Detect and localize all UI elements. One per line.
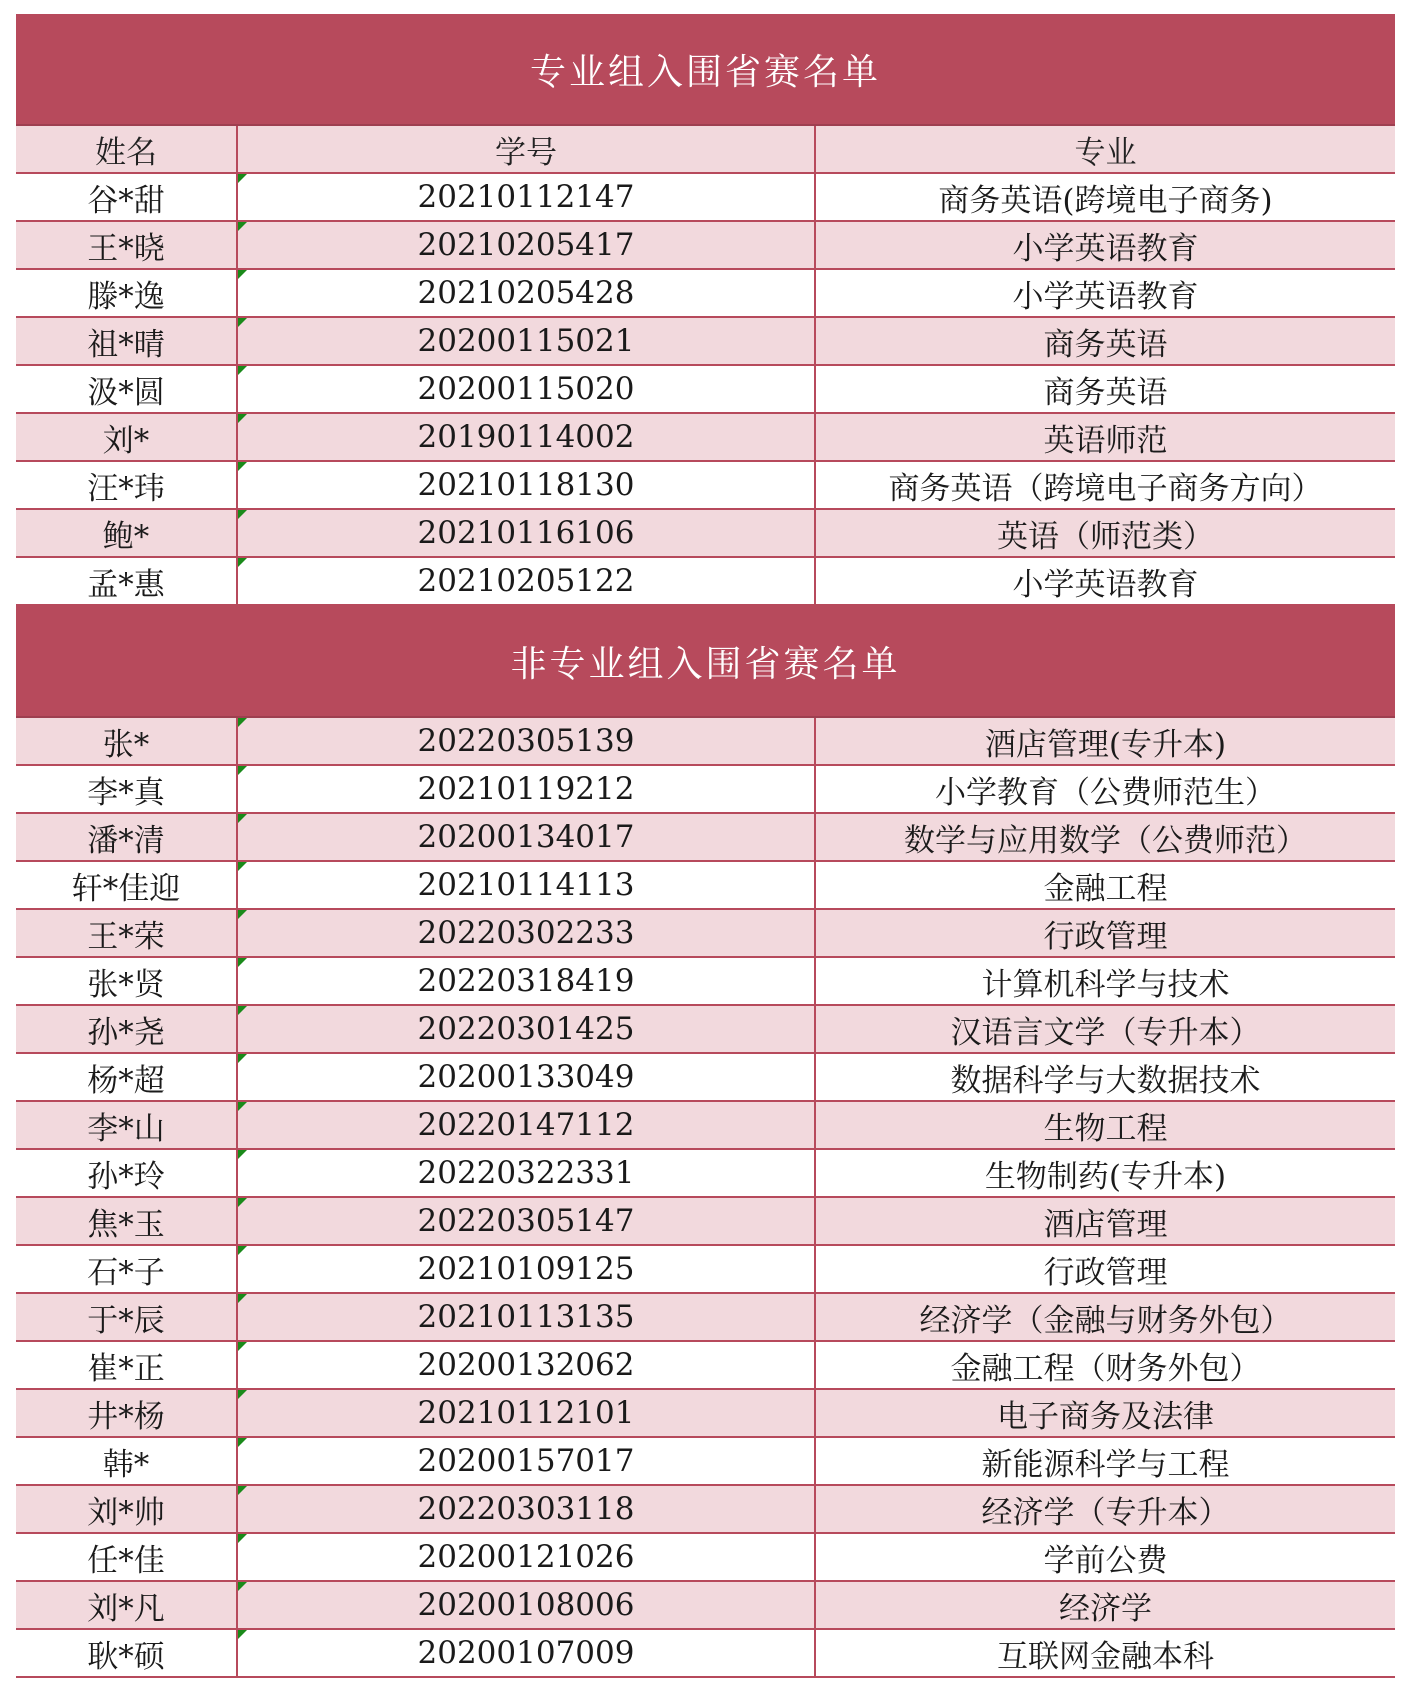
student-name-cell: 滕*逸: [16, 270, 238, 316]
student-id-cell: 20210116106: [238, 510, 816, 556]
student-name-cell: 韩*: [16, 1438, 238, 1484]
major-cell: 经济学（金融与财务外包）: [919, 1302, 1292, 1339]
table-row: [16, 366, 1395, 414]
major-cell: 商务英语: [1043, 326, 1168, 363]
major-cell: 数学与应用数学（公费师范）: [904, 822, 1307, 859]
table-row: [16, 1486, 1395, 1534]
section2-table-body: [16, 718, 1395, 1678]
column-header-student-id: 学号: [238, 126, 816, 172]
major-cell: 互联网金融本科: [997, 1638, 1214, 1675]
major-cell: 金融工程: [1043, 870, 1168, 907]
column-header-name: 姓名: [16, 126, 238, 172]
major-cell: 行政管理: [1043, 1254, 1168, 1291]
student-name-cell: 汲*圆: [16, 366, 238, 412]
student-name-cell: 石*子: [16, 1246, 238, 1292]
major-cell: 英语（师范类）: [997, 518, 1214, 555]
major-cell: 小学教育（公费师范生）: [935, 774, 1276, 811]
student-name-cell: 张*贤: [16, 958, 238, 1004]
student-name-cell: 井*杨: [16, 1390, 238, 1436]
table-row: [16, 814, 1395, 862]
table-row: [16, 222, 1395, 270]
student-name-cell: 孟*惠: [16, 558, 238, 604]
student-id-cell: 20220305147: [238, 1198, 816, 1244]
table-row: [16, 958, 1395, 1006]
student-id-cell: 20200121026: [238, 1534, 816, 1580]
student-name-cell: 崔*正: [16, 1342, 238, 1388]
student-id-cell: 20210205122: [238, 558, 816, 604]
major-cell: 英语师范: [1043, 422, 1168, 459]
student-id-cell: 20210114113: [238, 862, 816, 908]
roster-sheet: [16, 14, 1395, 1678]
student-name-cell: 祖*晴: [16, 318, 238, 364]
table-row: [16, 1630, 1395, 1678]
section1-title: 专业组入围省赛名单: [16, 14, 1395, 126]
student-name-cell: 杨*超: [16, 1054, 238, 1100]
major-cell: 电子商务及法律: [997, 1398, 1214, 1435]
student-name-cell: 谷*甜: [16, 174, 238, 220]
table-row: [16, 1246, 1395, 1294]
student-id-cell: 20200133049: [238, 1054, 816, 1100]
table-row: [16, 1294, 1395, 1342]
major-cell: 酒店管理: [1043, 1206, 1168, 1243]
table-row: [16, 1054, 1395, 1102]
major-cell: 商务英语(跨境电子商务): [938, 182, 1273, 219]
student-name-cell: 刘*: [16, 414, 238, 460]
table-row: [16, 1582, 1395, 1630]
table-row: [16, 558, 1395, 606]
table-row: [16, 1342, 1395, 1390]
student-id-cell: 20220322331: [238, 1150, 816, 1196]
student-name-cell: 潘*清: [16, 814, 238, 860]
student-id-cell: 20210112101: [238, 1390, 816, 1436]
major-cell: 生物制药(专升本): [984, 1158, 1227, 1195]
student-name-cell: 刘*凡: [16, 1582, 238, 1628]
student-id-cell: 20220302233: [238, 910, 816, 956]
student-id-cell: 20190114002: [238, 414, 816, 460]
major-cell: 小学英语教育: [1012, 230, 1199, 267]
student-id-cell: 20200157017: [238, 1438, 816, 1484]
student-id-cell: 20220305139: [238, 718, 816, 764]
student-name-cell: 刘*帅: [16, 1486, 238, 1532]
student-id-cell: 20210112147: [238, 174, 816, 220]
table-row: [16, 1150, 1395, 1198]
student-name-cell: 李*真: [16, 766, 238, 812]
student-id-cell: 20210205417: [238, 222, 816, 268]
major-cell: 学前公费: [1043, 1542, 1168, 1579]
student-id-cell: 20200115020: [238, 366, 816, 412]
student-id-cell: 20210119212: [238, 766, 816, 812]
student-id-cell: 20200132062: [238, 1342, 816, 1388]
major-cell: 经济学（专升本）: [981, 1494, 1230, 1531]
student-id-cell: 20210205428: [238, 270, 816, 316]
major-cell: 数据科学与大数据技术: [950, 1062, 1261, 1099]
table-row: [16, 1438, 1395, 1486]
major-cell: 酒店管理(专升本): [984, 726, 1227, 763]
student-name-cell: 孙*玲: [16, 1150, 238, 1196]
student-name-cell: 轩*佳迎: [16, 862, 238, 908]
student-id-cell: 20210113135: [238, 1294, 816, 1340]
student-id-cell: 20200108006: [238, 1582, 816, 1628]
table-row: [16, 318, 1395, 366]
table-row: [16, 1198, 1395, 1246]
column-header-row: [16, 126, 1395, 174]
major-cell: 小学英语教育: [1012, 566, 1199, 603]
student-name-cell: 王*晓: [16, 222, 238, 268]
student-id-cell: 20210109125: [238, 1246, 816, 1292]
major-cell: 商务英语: [1043, 374, 1168, 411]
table-row: [16, 1102, 1395, 1150]
student-id-cell: 20200134017: [238, 814, 816, 860]
major-cell: 计算机科学与技术: [981, 966, 1230, 1003]
student-name-cell: 孙*尧: [16, 1006, 238, 1052]
student-name-cell: 焦*玉: [16, 1198, 238, 1244]
major-cell: 金融工程（财务外包）: [950, 1350, 1261, 1387]
student-name-cell: 汪*玮: [16, 462, 238, 508]
student-id-cell: 20200107009: [238, 1630, 816, 1676]
student-name-cell: 耿*硕: [16, 1630, 238, 1676]
student-name-cell: 鲍*: [16, 510, 238, 556]
major-cell: 汉语言文学（专升本）: [950, 1014, 1261, 1051]
student-name-cell: 王*荣: [16, 910, 238, 956]
major-cell: 经济学: [1059, 1590, 1152, 1627]
table-row: [16, 1006, 1395, 1054]
table-row: [16, 766, 1395, 814]
student-id-cell: 20220303118: [238, 1486, 816, 1532]
column-header-major: 专业: [1074, 134, 1137, 171]
student-id-cell: 20220318419: [238, 958, 816, 1004]
table-row: [16, 718, 1395, 766]
table-row: [16, 270, 1395, 318]
major-cell: 生物工程: [1043, 1110, 1168, 1147]
table-row: [16, 1390, 1395, 1438]
table-row: [16, 462, 1395, 510]
table-row: [16, 414, 1395, 462]
major-cell: 小学英语教育: [1012, 278, 1199, 315]
major-cell: 行政管理: [1043, 918, 1168, 955]
student-name-cell: 任*佳: [16, 1534, 238, 1580]
student-name-cell: 李*山: [16, 1102, 238, 1148]
student-id-cell: 20220147112: [238, 1102, 816, 1148]
table-row: [16, 510, 1395, 558]
student-id-cell: 20210118130: [238, 462, 816, 508]
section2-title: 非专业组入围省赛名单: [16, 606, 1395, 718]
student-name-cell: 张*: [16, 718, 238, 764]
major-cell: 商务英语（跨境电子商务方向）: [888, 470, 1323, 507]
student-id-cell: 20200115021: [238, 318, 816, 364]
table-row: [16, 1534, 1395, 1582]
student-name-cell: 于*辰: [16, 1294, 238, 1340]
major-cell: 新能源科学与工程: [981, 1446, 1230, 1483]
table-row: [16, 174, 1395, 222]
table-row: [16, 862, 1395, 910]
section1-table-body: [16, 174, 1395, 606]
student-id-cell: 20220301425: [238, 1006, 816, 1052]
table-row: [16, 910, 1395, 958]
